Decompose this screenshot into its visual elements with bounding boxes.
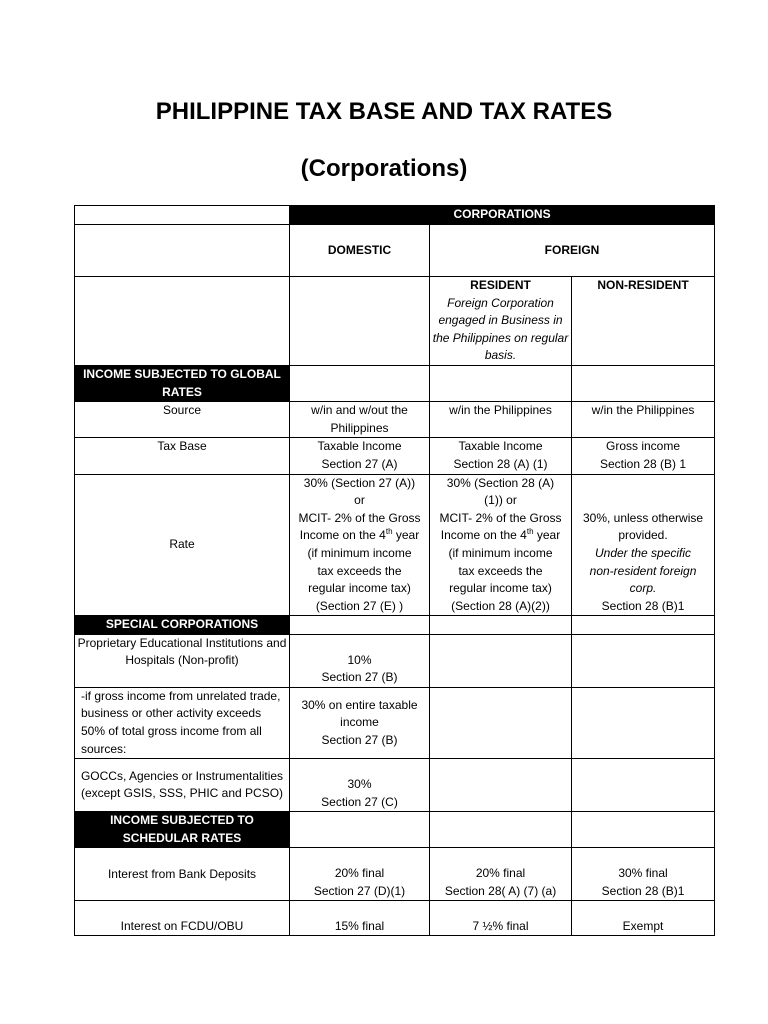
table-cell [430, 616, 572, 635]
table-row [75, 634, 715, 687]
row-label-proprietary: Proprietary Educational Institutions and Hospitals (Non-profit) [75, 634, 290, 687]
table-row [75, 365, 715, 401]
unrelated-domestic: 30% on entire taxable income Section 27 (B) [290, 687, 430, 758]
taxbase-nonresident: Gross income Section 28 (B) 1 [572, 438, 715, 474]
source-domestic: w/in and w/out the Philippines [290, 402, 430, 438]
table-cell [572, 812, 715, 848]
table-row [75, 848, 715, 901]
bank-nonresident: 30% final Section 28 (B)1 [572, 848, 715, 901]
table-cell [430, 812, 572, 848]
taxbase-domestic: Taxable Income Section 27 (A) [290, 438, 430, 474]
table-cell [572, 687, 715, 758]
table-row [75, 474, 715, 616]
table-cell [572, 616, 715, 635]
table-row [75, 901, 715, 936]
table-cell [430, 687, 572, 758]
global-rates-heading: INCOME SUBJECTED TO GLOBAL RATES [75, 365, 290, 401]
table-cell [290, 812, 430, 848]
header-resident-desc: Foreign Corporation engaged in Business in the Philippines on regular basis. [432, 295, 569, 363]
table-cell [75, 206, 290, 225]
table-cell [290, 277, 430, 366]
row-label-source: Source [75, 402, 290, 438]
table-cell [290, 365, 430, 401]
header-nonresident: NON-RESIDENT [572, 277, 715, 366]
fcdu-resident: 7 ½% final [430, 901, 572, 936]
special-corporations-heading: SPECIAL CORPORATIONS [75, 616, 290, 635]
table-cell [430, 634, 572, 687]
source-resident: w/in the Philippines [430, 402, 572, 438]
table-cell [430, 365, 572, 401]
row-label-rate: Rate [75, 474, 290, 616]
table-row [75, 225, 715, 277]
header-resident-cell [430, 277, 572, 366]
table-cell [572, 634, 715, 687]
table-cell [290, 616, 430, 635]
table-row [75, 687, 715, 758]
page-subtitle: (Corporations) [300, 155, 468, 182]
table-cell [430, 759, 572, 812]
table-row [75, 759, 715, 812]
goccs-domestic: 30% Section 27 (C) [290, 759, 430, 812]
table-cell [572, 759, 715, 812]
table-row [75, 402, 715, 438]
table-cell [75, 277, 290, 366]
proprietary-domestic: 10% Section 27 (B) [290, 634, 430, 687]
tax-table [74, 205, 715, 936]
rate-resident: 30% (Section 28 (A) (1)) or MCIT- 2% of the Gross Income on the 4th year (if minimum income tax exceeds the regular income tax) (Section 28 (A)(2)) [430, 474, 572, 616]
header-resident: RESIDENT [470, 278, 531, 292]
table-row [75, 438, 715, 474]
schedular-rates-heading: INCOME SUBJECTED TO SCHEDULAR RATES [75, 812, 290, 848]
bank-domestic: 20% final Section 27 (D)(1) [290, 848, 430, 901]
row-label-fcdu: Interest on FCDU/OBU [75, 901, 290, 936]
table-row [75, 616, 715, 635]
table-row [75, 206, 715, 225]
header-corporations: CORPORATIONS [290, 206, 715, 225]
fcdu-nonresident: Exempt [572, 901, 715, 936]
table-cell [572, 365, 715, 401]
rate-domestic: 30% (Section 27 (A)) or MCIT- 2% of the Gross Income on the 4th year (if minimum income tax exceeds the regular income tax) (Section 27 (E) ) [290, 474, 430, 616]
header-domestic: DOMESTIC [290, 225, 430, 277]
row-label-goccs: GOCCs, Agencies or Instrumentalities (except GSIS, SSS, PHIC and PCSO) [75, 759, 290, 812]
rate-nonresident: 30%, unless otherwise provided. Under the specific non-resident foreign corp. Section 28 (B)1 [572, 474, 715, 616]
row-label-bank-deposits: Interest from Bank Deposits [75, 848, 290, 901]
row-label-taxbase: Tax Base [75, 438, 290, 474]
table-cell [75, 225, 290, 277]
header-foreign: FOREIGN [430, 225, 715, 277]
row-label-unrelated: -if gross income from unrelated trade, business or other activity exceeds 50% of total gross income from all sources: [75, 687, 290, 758]
taxbase-resident: Taxable Income Section 28 (A) (1) [430, 438, 572, 474]
table-row [75, 812, 715, 848]
page-title: PHILIPPINE TAX BASE AND TAX RATES [155, 98, 613, 125]
fcdu-domestic: 15% final [290, 901, 430, 936]
source-nonresident: w/in the Philippines [572, 402, 715, 438]
table-row [75, 277, 715, 366]
bank-resident: 20% final Section 28( A) (7) (a) [430, 848, 572, 901]
